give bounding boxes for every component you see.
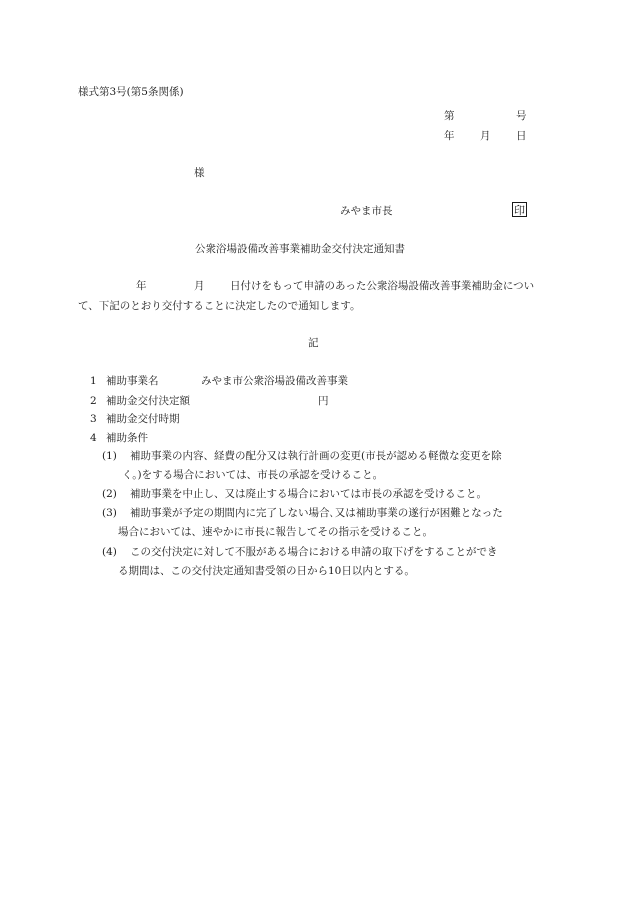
condition-4 <box>102 546 498 559</box>
intro-text: 日付けをもって申請のあった公衆浴場設備改善事業補助金につい <box>230 280 535 292</box>
condition-3 <box>102 507 503 520</box>
item-number: 4 <box>90 432 97 444</box>
item-grant-timing <box>90 413 180 426</box>
issuer-name: みやま市長 <box>340 205 393 217</box>
document-title: 公衆浴場設備改善事業補助金交付決定通知書 <box>195 243 405 255</box>
date-year: 年 <box>444 130 455 142</box>
item-number: 1 <box>90 375 97 387</box>
ki-heading: 記 <box>308 337 319 349</box>
date-day: 日 <box>516 130 527 142</box>
condition-number: (1) <box>102 450 117 462</box>
form-number: 様式第3号(第5条関係) <box>78 86 184 98</box>
condition-text: 補助事業が予定の期間内に完了しない場合､又は補助事業の遂行が困難となった <box>130 507 503 519</box>
item-number: 3 <box>90 413 97 425</box>
condition-text: 補助事業を中止し、又は廃止する場合においては市長の承認を受けること。 <box>130 488 487 500</box>
item-number: 2 <box>90 395 97 407</box>
item-grant-amount <box>90 395 329 408</box>
item-conditions <box>90 432 148 445</box>
intro-year: 年 <box>136 280 147 292</box>
condition-text: 補助事業の内容、経費の配分又は執行計画の変更(市長が認める軽微な変更を除 <box>130 450 502 462</box>
condition-text: この交付決定に対して不服がある場合における申請の取下げをすることができ <box>130 546 498 558</box>
intro-line-2: て、下記のとおり交付することに決定したので通知します。 <box>78 300 361 312</box>
condition-1-continued: く。)をする場合においては、市長の承認を受けること。 <box>122 469 384 481</box>
document-date <box>444 130 527 143</box>
addressee: 様 <box>194 167 205 179</box>
seal-mark: 印 <box>514 204 525 217</box>
condition-number: (4) <box>102 546 117 558</box>
document-number-suffix: 号 <box>516 110 527 122</box>
condition-1 <box>102 450 502 463</box>
condition-2 <box>102 488 487 501</box>
item-label: 補助条件 <box>106 432 148 444</box>
condition-3-continued: 場合においては、速やかに市長に報告してその指示を受けること。 <box>118 526 433 538</box>
intro-month: 月 <box>194 280 205 292</box>
item-value: 円 <box>318 395 329 407</box>
item-project-name <box>90 375 348 388</box>
condition-number: (3) <box>102 507 117 519</box>
item-value: みやま市公衆浴場設備改善事業 <box>201 375 348 387</box>
item-label: 補助金交付決定額 <box>106 395 190 407</box>
item-label: 補助金交付時期 <box>106 413 180 425</box>
intro-line-1 <box>78 280 534 293</box>
document-number-label: 第 <box>444 110 455 122</box>
item-label: 補助事業名 <box>106 375 159 387</box>
date-month: 月 <box>480 130 491 142</box>
condition-4-continued: る期間は、この交付決定通知書受領の日から10日以内とする。 <box>118 565 415 577</box>
condition-number: (2) <box>102 488 117 500</box>
document-number <box>444 110 527 123</box>
